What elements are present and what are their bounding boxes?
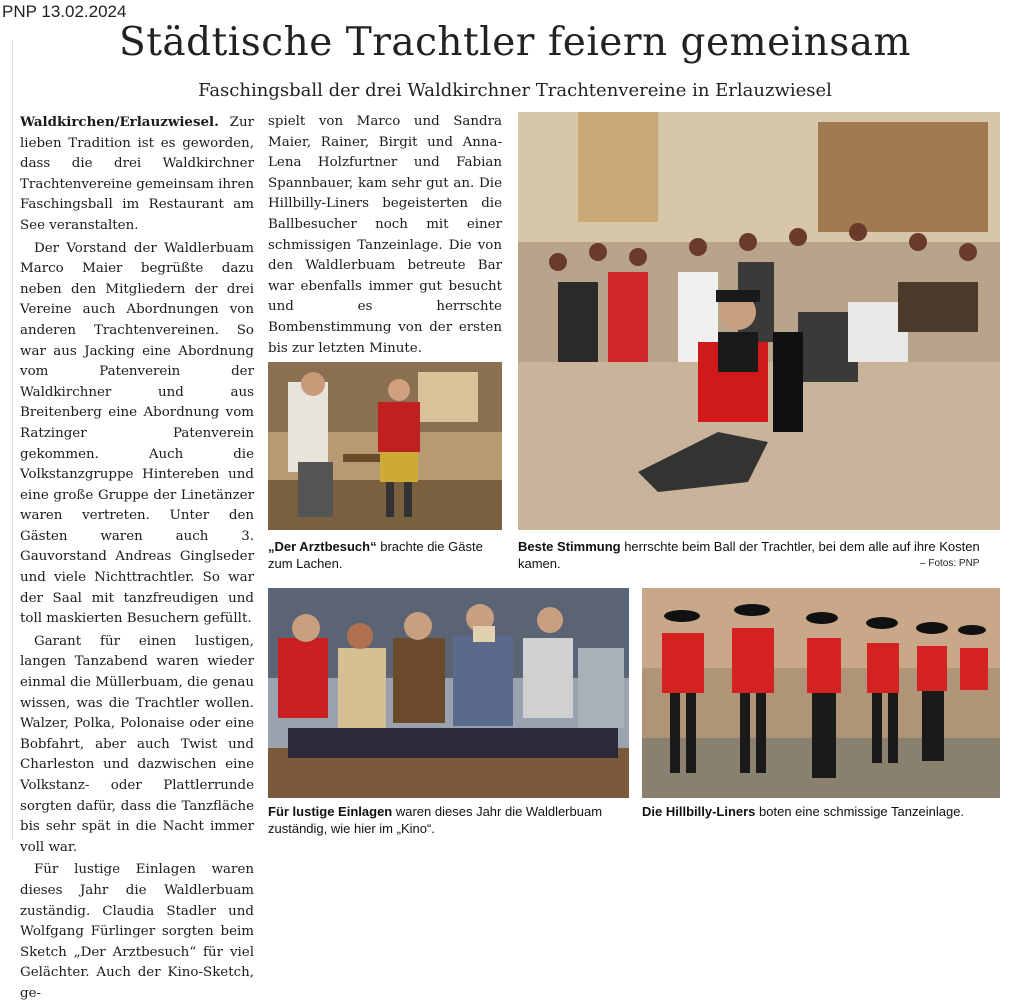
paragraph-3: Garant für einen lustigen, langen Tanzabend waren wieder einmal die Müllerbuam, die genau wissen, was die Trachtler wollen. Walzer, Polka, Polonaise oder eine Bobfahrt, aber auch Twist und Charleston und dazwischen eine Volkstanz- oder Plattlerrunde sorgten dafür, dass die Tanzfläche bis sehr spät in die Nacht immer voll war. xyxy=(20,633,254,855)
paragraph-4: Für lustige Einlagen waren dieses Jahr die Waldlerbuam zuständig. Claudia Stadler und Wolfgang Fürlinger sorgten beim Sketch „Der Arztbesuch“ für viel Gelächter. Auch der Kino-Sketch, ge- xyxy=(20,862,254,1001)
caption-ball: Beste Stimmung herrschte beim Ball der Trachtler, bei dem alle auf ihre Kosten kamen. xyxy=(518,539,980,571)
photo-arztbesuch xyxy=(268,362,502,530)
paragraph-5: spielt von Marco und Sandra Maier, Rainer, Birgit und Anna-Lena Holzfurtner und Fabian Spannbauer, kam sehr gut an. Die Hillbilly-Liners begeisterten die Ballbesucher noch mit einer schmissigen Tanzeinlage. Die von den Waldlerbuam betreute Bar war ebenfalls immer gut besucht und es herrschte Bombenstimmung von der ersten bis zur letzten Minute. xyxy=(268,114,502,356)
caption-arztbesuch: „Der Arztbesuch“ brachte die Gäste zum Lachen. xyxy=(268,539,483,571)
article-column-1 xyxy=(20,112,254,1007)
article-subheadline: Faschingsball der drei Waldkirchner Trachtenvereine in Erlauzwiesel xyxy=(198,80,832,101)
caption-hillbilly-liners: Die Hillbilly-Liners boten eine schmissige Tanzeinlage. xyxy=(642,804,965,819)
date-stamp: PNP 13.02.2024 xyxy=(2,2,127,21)
photo-kino xyxy=(268,588,629,798)
photo-credit: – Fotos: PNP xyxy=(920,558,980,569)
paragraph-1-text: Zur lieben Tradition ist es geworden, dass die drei Waldkirchner Trachtenvereine gemeinsam ihren Faschingsball im Restaurant am See veranstalten. xyxy=(20,115,254,233)
photo-hillbilly-liners xyxy=(642,588,1000,798)
paragraph-1 xyxy=(20,112,254,237)
article-headline: Städtische Trachtler feiern gemeinsam xyxy=(118,20,911,65)
page-edge-divider xyxy=(0,40,13,840)
dateline: Waldkirchen/Erlauzwiesel. xyxy=(20,114,219,130)
photo-ball-polonaise xyxy=(518,112,1000,530)
caption-kino: Für lustige Einlagen waren dieses Jahr die Waldlerbuam zuständig, wie hier im „Kino“. xyxy=(268,804,603,836)
paragraph-2: Der Vorstand der Waldlerbuam Marco Maier begrüßte dazu neben den Mitgliedern der drei Vereine auch Abordnungen von anderen Trachtenvereinen. So war aus Jacking eine Abordnung vom Patenverein der Waldkirchner und aus Breitenberg eine Abordnung vom Ratzinger Patenverein gekommen. Auch die Volkstanzgruppe Hintereben und eine große Gruppe der Linetänzer waren vertreten. Unter den Gästen waren auch 3. Gauvorstand Andreas Ginglseder und viele Nichttrachtler. So war der Saal mit tanzfreudigen und toll maskierten Besuchern gefüllt. xyxy=(20,240,254,627)
article-column-2 xyxy=(268,112,502,361)
